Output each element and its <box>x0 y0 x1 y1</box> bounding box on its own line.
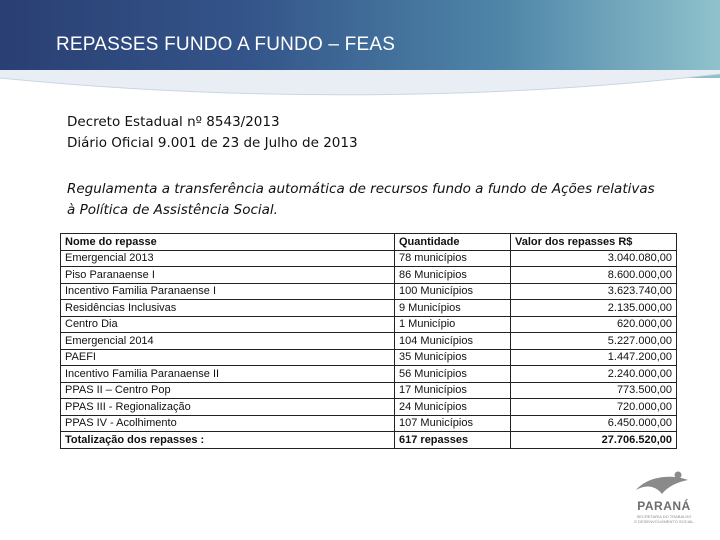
row-valor: 5.227.000,00 <box>511 333 677 350</box>
table-row <box>61 300 677 317</box>
header-quantidade: Quantidade <box>395 234 511 251</box>
row-quantidade: 86 Municípios <box>395 267 511 284</box>
decree-publication: Diário Oficial 9.001 de 23 de Julho de 2013 <box>67 135 358 151</box>
header-nome: Nome do repasse <box>61 234 395 251</box>
table-row <box>61 366 677 383</box>
row-valor: 720.000,00 <box>511 399 677 416</box>
row-valor: 2.135.000,00 <box>511 300 677 317</box>
row-nome: Incentivo Familia Paranaense II <box>61 366 395 383</box>
row-nome: Incentivo Familia Paranaense I <box>61 283 395 300</box>
row-quantidade: 56 Municípios <box>395 366 511 383</box>
row-quantidade: 104 Municípios <box>395 333 511 350</box>
decree-info <box>67 112 358 154</box>
row-nome: PAEFI <box>61 349 395 366</box>
table-header-row <box>61 234 677 251</box>
decree-number: Decreto Estadual nº 8543/2013 <box>67 114 280 130</box>
table-row <box>61 415 677 432</box>
row-nome: Emergencial 2013 <box>61 250 395 267</box>
decree-description: Regulamenta a transferência automática de recursos fundo a fundo de Ações relativas à Política de Assistência Social. <box>67 181 655 218</box>
header-valor: Valor dos repasses R$ <box>511 234 677 251</box>
row-nome: PPAS IV - Acolhimento <box>61 415 395 432</box>
row-valor: 8.600.000,00 <box>511 267 677 284</box>
logo-subtitle-line2: E DESENVOLVIMENTO SOCIAL <box>634 519 694 524</box>
row-valor: 3.040.080,00 <box>511 250 677 267</box>
row-valor: 6.450.000,00 <box>511 415 677 432</box>
table-row <box>61 283 677 300</box>
row-quantidade: 107 Municípios <box>395 415 511 432</box>
logo-subtitle-line1: SECRETARIA DO TRABALHO <box>636 514 692 519</box>
logo-subtitle <box>632 514 696 524</box>
repasses-table <box>60 233 677 449</box>
decorative-swoosh <box>0 70 720 110</box>
total-quantidade: 617 repasses <box>395 432 511 449</box>
row-valor: 2.240.000,00 <box>511 366 677 383</box>
row-nome: PPAS III - Regionalização <box>61 399 395 416</box>
row-valor: 620.000,00 <box>511 316 677 333</box>
row-quantidade: 100 Municípios <box>395 283 511 300</box>
table-total-row <box>61 432 677 449</box>
total-valor: 27.706.520,00 <box>511 432 677 449</box>
row-nome: Piso Paranaense I <box>61 267 395 284</box>
row-valor: 1.447.200,00 <box>511 349 677 366</box>
table-row <box>61 399 677 416</box>
total-label: Totalização dos repasses : <box>61 432 395 449</box>
row-nome: PPAS II – Centro Pop <box>61 382 395 399</box>
row-nome: Residências Inclusivas <box>61 300 395 317</box>
table-row <box>61 333 677 350</box>
table-row <box>61 316 677 333</box>
row-valor: 3.623.740,00 <box>511 283 677 300</box>
table-row <box>61 382 677 399</box>
row-quantidade: 35 Municípios <box>395 349 511 366</box>
row-valor: 773.500,00 <box>511 382 677 399</box>
slide-title: REPASSES FUNDO A FUNDO – FEAS <box>56 34 396 55</box>
logo-wordmark: PARANÁ <box>637 499 691 513</box>
row-quantidade: 78 municípios <box>395 250 511 267</box>
table-row <box>61 349 677 366</box>
row-quantidade: 24 Municípios <box>395 399 511 416</box>
table-row <box>61 250 677 267</box>
table-row <box>61 267 677 284</box>
row-quantidade: 9 Municípios <box>395 300 511 317</box>
row-quantidade: 17 Municípios <box>395 382 511 399</box>
row-nome: Emergencial 2014 <box>61 333 395 350</box>
row-nome: Centro Dia <box>61 316 395 333</box>
row-quantidade: 1 Município <box>395 316 511 333</box>
